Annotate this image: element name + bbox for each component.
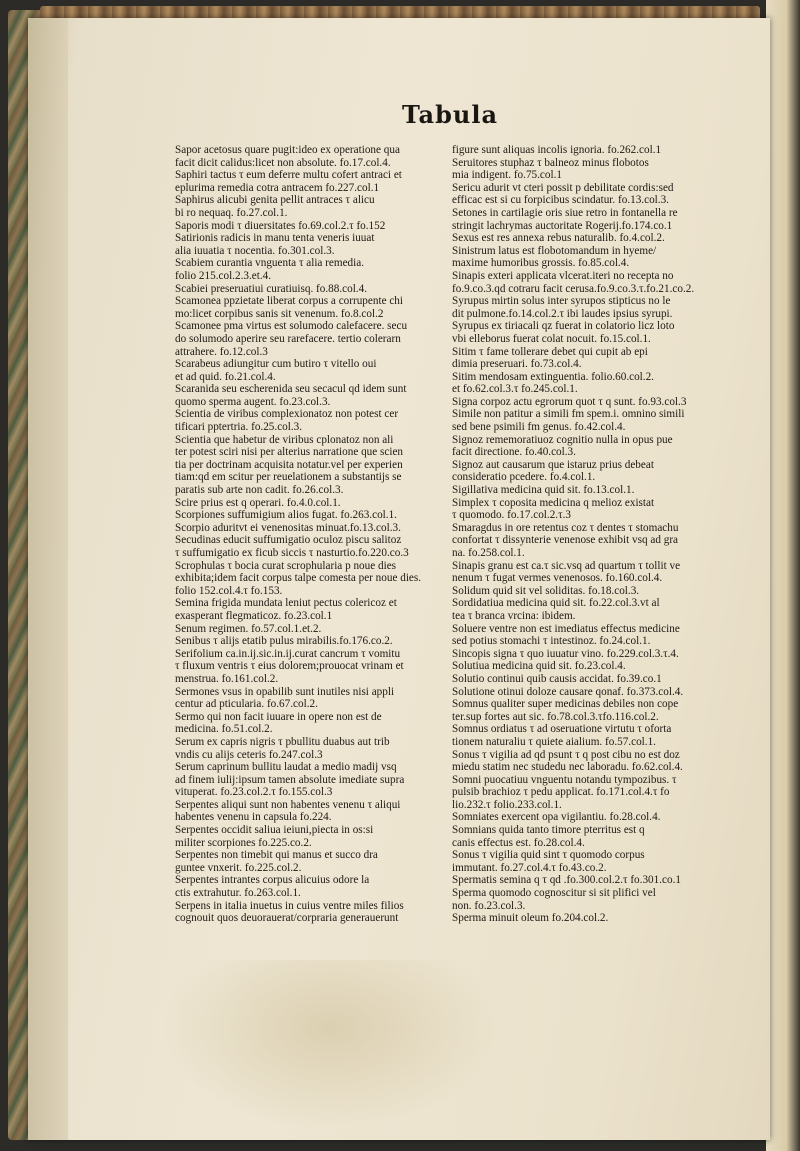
index-entry-line: et ad quid. fo.21.col.4.: [175, 370, 276, 383]
index-entry-line: Sitim mendosam extinguentia. folio.60.col.2.: [452, 370, 654, 383]
index-entry-line: fo.9.co.3.qd cotraru facit cerusa.fo.9.co.3.τ.fo.21.co.2.: [452, 282, 695, 295]
index-entry-line: Scabiei preseruatiui curatiuisq. fo.88.col.4.: [175, 282, 367, 295]
index-entry-line: immutant. fo.27.col.4.τ fo.43.co.2.: [452, 861, 607, 874]
index-entry-line: Scientia que habetur de viribus cplonatoz non ali: [175, 433, 394, 446]
index-entry-line: lio.232.τ folio.233.col.1.: [452, 798, 562, 811]
index-entry-line: eplurima remedia cotra antracem fo.227.col.1: [175, 181, 380, 194]
index-entry-line: Seruitores stuphaz τ balneoz minus flobotos: [452, 156, 649, 169]
index-entry-line: canis effectus est. fo.28.col.4.: [452, 836, 585, 849]
index-entry-line: militer scorpiones fo.225.co.2.: [175, 836, 312, 849]
index-entry-line: tificari pptertria. fo.25.col.3.: [175, 421, 303, 434]
index-entry-line: menstrua. fo.161.col.2.: [175, 672, 279, 685]
index-entry-line: τ fluxum ventris τ eius dolorem;prouocat vrinam et: [175, 660, 404, 673]
water-stain: [160, 960, 500, 1130]
index-entry-line: vndis cu alijs ceteris fo.247.col.3: [175, 748, 323, 761]
index-entry-line: efficac est si cu forpicibus scindatur. fo.13.col.3.: [452, 194, 669, 207]
index-entry-line: non. fo.23.col.3.: [452, 899, 526, 912]
index-entry-line: sed potius stomachi τ intestinoz. fo.24.col.1.: [452, 635, 651, 648]
index-entry-line: Signa corpoz actu egrorum quot τ q sunt. fo.93.col.3: [452, 395, 687, 408]
index-entry-line: Solidum quid sit vel soliditas. fo.18.col.3.: [452, 584, 640, 597]
index-entry-line: et fo.62.col.3.τ fo.245.col.1.: [452, 383, 578, 396]
index-entry-line: cognouit quos deuorauerat/corpraria generauerunt: [175, 912, 399, 925]
next-page-edge: [766, 0, 800, 1151]
index-entry-line: Serpentes occidit saliua ieiuni,piecta in os:si: [175, 824, 374, 837]
page-title: Tabula: [401, 100, 498, 129]
index-entry-line: Sinistrum latus est flobotomandum in hyeme/: [452, 244, 657, 257]
index-entry-line: Senibus τ alijs etatib pulus mirabilis.fo.176.co.2.: [175, 635, 393, 648]
index-entry-line: Syrupus mirtin solus inter syrupos stipticus no le: [452, 295, 671, 308]
index-entry-line: Serpentes intrantes corpus alicuius odore la: [175, 874, 370, 887]
index-entry-line: Saphiri tactus τ eum deferre multu cofert antraci et: [175, 169, 402, 182]
index-entry-line: Scarabeus adiungitur cum butiro τ vitello oui: [175, 358, 377, 371]
index-entry-line: stringit lachrymas auctoritate Rogerij.fo.174.co.1: [452, 219, 673, 232]
index-entry-line: consideratio pcedere. fo.4.col.1.: [452, 471, 596, 484]
index-entry-line: miedu statim nec studedu nec laboradu. fo.62.col.4.: [452, 761, 683, 774]
index-entry-line: exasperant flegmaticoz. fo.23.col.1: [175, 609, 333, 622]
index-entry-line: Scamonea ppzietate liberat corpus a corrupente chi: [175, 295, 403, 308]
index-entry-line: Serum ex capris nigris τ pbullitu duabus aut trib: [175, 735, 390, 748]
index-entry-line: Saphirus alicubi genita pellit antraces τ alicu: [175, 194, 375, 207]
index-entry-line: Solutiua medicina quid sit. fo.23.col.4.: [452, 660, 626, 673]
index-entry-line: Scorpio aduritvt ei venenositas minuat.fo.13.col.3.: [175, 521, 401, 534]
index-entry-line: Scorpiones suffumigium alios fugat. fo.263.col.1.: [175, 509, 397, 522]
index-entry-line: centur ad pticularia. fo.67.col.2.: [175, 698, 318, 711]
index-entry-line: vituperat. fo.23.col.2.τ fo.155.col.3: [175, 786, 333, 799]
index-entry-line: τ quomodo. fo.17.col.2.τ.3: [452, 509, 571, 522]
index-entry-line: ctis extrahutur. fo.263.col.1.: [175, 887, 301, 900]
index-entry-line: vbi elleborus fuerat colat nocuit. fo.15.col.1.: [452, 332, 651, 345]
index-entry-line: Simplex τ coposita medicina q melioz existat: [452, 496, 655, 509]
right-column: [452, 144, 740, 925]
index-entry-line: folio 152.col.4.τ fo.153.: [175, 584, 283, 597]
index-entry-line: tea τ branca vrcina: ibidem.: [452, 609, 576, 622]
index-entry-line: habentes venenu in capsula fo.224.: [175, 811, 332, 824]
index-entry-line: Somni puocatiuu vnguentu notandu tympozibus. τ: [452, 773, 677, 786]
left-column: [175, 144, 465, 925]
index-entry-line: facit dicit calidus:licet non absolute. fo.17.col.4.: [175, 156, 391, 169]
index-entry-line: Somnus qualiter super medicinas debiles non cope: [452, 698, 679, 711]
index-entry-line: Serpentes non timebit qui manus et succo dra: [175, 849, 378, 862]
index-entry-line: Saporis modi τ diuersitates fo.69.col.2.τ fo.152: [175, 219, 386, 232]
index-entry-line: alia iuuatia τ nocentia. fo.301.col.3.: [175, 244, 335, 257]
index-entry-line: Simile non patitur a simili fm spem.i. omnino simili: [452, 408, 685, 421]
index-entry-line: Secudinas educit suffumigatio oculoz piscu salitoz: [175, 534, 402, 547]
index-entry-line: Signoz rememoratiuoz cognitio nulla in opus pue: [452, 433, 673, 446]
index-entry-line: Scaranida seu escherenida seu secacul qd idem sunt: [175, 383, 407, 396]
index-entry-line: maxime humoribus grossis. fo.85.col.4.: [452, 257, 630, 270]
index-entry-line: Soluere ventre non est imediatus effectus medicine: [452, 622, 680, 635]
index-entry-line: do solumodo aperire seu rarefacere. tertio colerarn: [175, 332, 401, 345]
index-entry-line: Smaragdus in ore retentus coz τ dentes τ stomachu: [452, 521, 679, 534]
index-entry-line: confortat τ dissynterie venenose exhibit vsq ad gra: [452, 534, 679, 547]
index-entry-line: Serum caprinum bullitu laudat a medio madij vsq: [175, 761, 397, 774]
index-entry-line: exhibita;idem facit corpus talpe comesta per noue dies.: [175, 572, 422, 585]
index-entry-line: Serifolium ca.in.ij.sic.in.ij.curat cancrum τ vomitu: [175, 647, 401, 660]
index-entry-line: Satirionis radicis in manu tenta veneris iuuat: [175, 232, 375, 245]
index-entry-line: Sericu adurit vt cteri possit p debilitate cordis:sed: [452, 181, 674, 194]
index-entry-line: Sinapis exteri applicata vlcerat.iteri no recepta no: [452, 269, 674, 282]
index-entry-line: Semina frigida mundata leniut pectus colericoz et: [175, 597, 397, 610]
index-entry-line: Sigillativa medicina quid sit. fo.13.col.1.: [452, 484, 635, 497]
index-entry-line: Scire prius est q operari. fo.4.0.col.1.: [175, 496, 341, 509]
index-entry-line: Sermones vsus in opabilib sunt inutiles nisi appli: [175, 685, 395, 698]
index-entry-line: mia indigent. fo.75.col.1: [452, 169, 562, 182]
index-entry-line: ad finem iulij:ipsum tamen absolute imediate supra: [175, 773, 405, 786]
index-entry-line: paratis sub arte non cadit. fo.26.col.3.: [175, 484, 344, 497]
index-entry-line: guntee vnxerit. fo.225.col.2.: [175, 861, 302, 874]
index-entry-line: attrahere. fo.12.col.3: [175, 345, 268, 358]
index-entry-line: Scamonee pma virtus est solumodo calefacere. secu: [175, 320, 408, 333]
index-entry-line: Sonus τ vigilia quid sint τ quomodo corpus: [452, 849, 645, 862]
index-entry-line: nenum τ fugat vermes venenosos. fo.160.col.4.: [452, 572, 663, 585]
index-entry-line: figure sunt aliquas incolis ignoria. fo.262.col.1: [452, 144, 662, 156]
index-entry-line: pulsib brachioz τ pedu applicat. fo.171.col.4.τ fo: [452, 786, 670, 799]
index-entry-line: ter potest sciri nisi per alterius narratione que scien: [175, 446, 404, 459]
index-entry-line: tiam:qd em scitur per reuelationem a substantijs se: [175, 471, 402, 484]
index-entry-line: Serpens in italia inuetus in cuius ventre miles filios: [175, 899, 404, 912]
index-entry-line: Scabiem curantia vnguenta τ alia remedia.: [175, 257, 365, 270]
index-entry-line: Somnians quida tanto timore pterritus est q: [452, 824, 645, 837]
index-entry-line: medicina. fo.51.col.2.: [175, 723, 273, 736]
index-entry-line: Spermatis semina q τ qd .fo.300.col.2.τ fo.301.co.1: [452, 874, 681, 887]
index-entry-line: Somnus ordiatus τ ad oseruatione virtutu τ oforta: [452, 723, 672, 736]
index-entry-line: Somniates exercent opa vigilantiu. fo.28.col.4.: [452, 811, 661, 824]
index-entry-line: Syrupus ex tiriacali qz fuerat in colatorio licz loto: [452, 320, 675, 333]
index-entry-line: Scientia de viribus complexionatoz non potest cer: [175, 408, 399, 421]
index-entry-line: Scrophulas τ bocia curat scrophularia p noue dies: [175, 559, 397, 572]
index-entry-line: Serpentes aliqui sunt non habentes venenu τ aliqui: [175, 798, 401, 811]
index-entry-line: Sincopis signa τ quo iuuatur vino. fo.229.col.3.τ.4.: [452, 647, 679, 660]
index-entry-line: Senum regimen. fo.57.col.1.et.2.: [175, 622, 322, 635]
index-entry-line: na. fo.258.col.1.: [452, 547, 525, 559]
index-entry-line: mo:licet corpibus sanis sit venenum. fo.8.col.2: [175, 307, 384, 320]
index-entry-line: Setones in cartilagie oris siue retro in fontanella re: [452, 206, 678, 219]
page-gutter-shadow: [28, 18, 68, 1140]
index-entry-line: dit pulmone.fo.14.col.2.τ ibi laudes ipsius syrupi.: [452, 307, 673, 320]
index-entry-line: tia per doctrinam acquisita notatur.vel per experien: [175, 458, 403, 471]
index-entry-line: bi ro nequaq. fo.27.col.1.: [175, 206, 288, 219]
index-entry-line: Sexus est res annexa rebus naturalib. fo.4.col.2.: [452, 232, 665, 245]
index-entry-line: sed bene psimili fm genus. fo.42.col.4.: [452, 421, 626, 434]
index-entry-line: folio 215.col.2.3.et.4.: [175, 269, 272, 282]
index-entry-line: Sinapis granu est ca.τ sic.vsq ad quartum τ tollit ve: [452, 559, 681, 572]
index-entry-line: Sordidatiua medicina quid sit. fo.22.col.3.vt al: [452, 597, 660, 610]
index-entry-line: quomo sperma augent. fo.23.col.3.: [175, 395, 331, 408]
index-entry-line: Sperma minuit oleum fo.204.col.2.: [452, 912, 609, 925]
index-entry-line: τ suffumigatio ex ficub siccis τ nasturtio.fo.220.co.3: [175, 547, 409, 559]
index-entry-line: Sermo qui non facit iuuare in opere non est de: [175, 710, 382, 723]
index-entry-line: facit directione. fo.40.col.3.: [452, 446, 576, 459]
index-entry-line: Sitim τ fame tollerare debet qui cupit ab epi: [452, 345, 648, 358]
index-entry-line: Signoz aut causarum que istaruz prius debeat: [452, 458, 654, 471]
index-entry-line: Sapor acetosus quare pugit:ideo ex operatione qua: [175, 144, 400, 156]
index-entry-line: Sonus τ vigilia ad qd psunt τ q post cibu no est doz: [452, 748, 680, 761]
index-entry-line: tionem naturaliu τ quiete aialium. fo.57.col.1.: [452, 735, 656, 748]
index-entry-line: dimia preseruari. fo.73.col.4.: [452, 358, 582, 371]
index-entry-line: Sperma quomodo cognoscitur si sit plifici vel: [452, 887, 656, 900]
index-entry-line: ter.sup fortes aut sic. fo.78.col.3.τfo.116.col.2.: [452, 710, 659, 723]
index-entry-line: Solutione otinui doloze causare qonaf. fo.373.col.4.: [452, 685, 684, 698]
index-entry-line: Solutio continui quib causis accidat. fo.39.co.1: [452, 672, 662, 685]
